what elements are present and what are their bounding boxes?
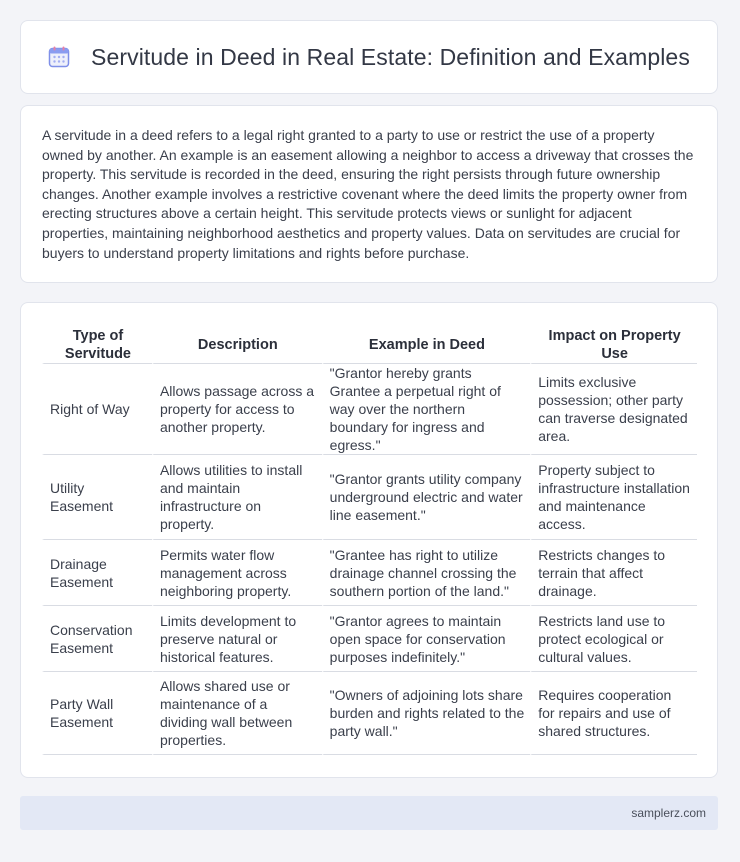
table-row	[42, 605, 697, 671]
table-row	[42, 454, 697, 539]
table-row	[42, 363, 697, 454]
cell-description: Permits water flow management across neighboring property.	[152, 539, 322, 605]
cell-description: Limits development to preserve natural or historical features.	[152, 605, 322, 671]
cell-description: Allows passage across a property for access to another property.	[152, 363, 322, 454]
cell-example: "Owners of adjoining lots share burden and rights related to the party wall."	[322, 671, 531, 755]
cell-impact: Property subject to infrastructure installation and maintenance access.	[530, 454, 697, 539]
calendar-icon	[47, 45, 71, 69]
cell-type: Party Wall Easement	[42, 671, 152, 755]
table-row	[42, 539, 697, 605]
cell-example: "Grantor hereby grants Grantee a perpetual right of way over the northern boundary for ingress and egress."	[322, 363, 531, 454]
table-row	[42, 671, 697, 755]
column-header-type: Type of Servitude	[42, 323, 152, 363]
page-title: Servitude in Deed in Real Estate: Definition and Examples	[91, 43, 690, 70]
cell-type: Right of Way	[42, 363, 152, 454]
cell-example: "Grantee has right to utilize drainage channel crossing the southern portion of the land."	[322, 539, 531, 605]
footer-bar	[20, 796, 718, 830]
column-header-description: Description	[152, 323, 322, 363]
cell-description: Allows utilities to install and maintain infrastructure on property.	[152, 454, 322, 539]
intro-paragraph: A servitude in a deed refers to a legal right granted to a party to use or restrict the use of a property owned by another. An example is an easement allowing a neighbor to access a driveway that crosses the property. This servitude is recorded in the deed, ensuring the right persists through future ownership changes. Another example involves a restrictive covenant where the deed limits the property owner from erecting structures above a certain height. This servitude protects views or sunlight for adjacent properties, maintaining neighborhood aesthetics and property values. Data on servitudes are crucial for buyers to understand property limitations and rights before purchase.	[42, 127, 694, 261]
column-header-example: Example in Deed	[322, 323, 531, 363]
cell-description: Allows shared use or maintenance of a dividing wall between properties.	[152, 671, 322, 755]
intro-card	[20, 105, 718, 283]
column-header-impact: Impact on Property Use	[530, 323, 697, 363]
table-card	[20, 302, 718, 778]
cell-impact: Restricts land use to protect ecological or cultural values.	[530, 605, 697, 671]
cell-impact: Requires cooperation for repairs and use of shared structures.	[530, 671, 697, 755]
cell-impact: Limits exclusive possession; other party can traverse designated area.	[530, 363, 697, 454]
cell-type: Drainage Easement	[42, 539, 152, 605]
title-card	[20, 20, 718, 94]
cell-example: "Grantor agrees to maintain open space for conservation purposes indefinitely."	[322, 605, 531, 671]
cell-type: Utility Easement	[42, 454, 152, 539]
cell-impact: Restricts changes to terrain that affect drainage.	[530, 539, 697, 605]
cell-example: "Grantor grants utility company underground electric and water line easement."	[322, 454, 531, 539]
footer-site-link[interactable]: samplerz.com	[631, 806, 706, 820]
cell-type: Conservation Easement	[42, 605, 152, 671]
servitude-table	[42, 323, 697, 755]
table-header-row	[42, 323, 697, 363]
